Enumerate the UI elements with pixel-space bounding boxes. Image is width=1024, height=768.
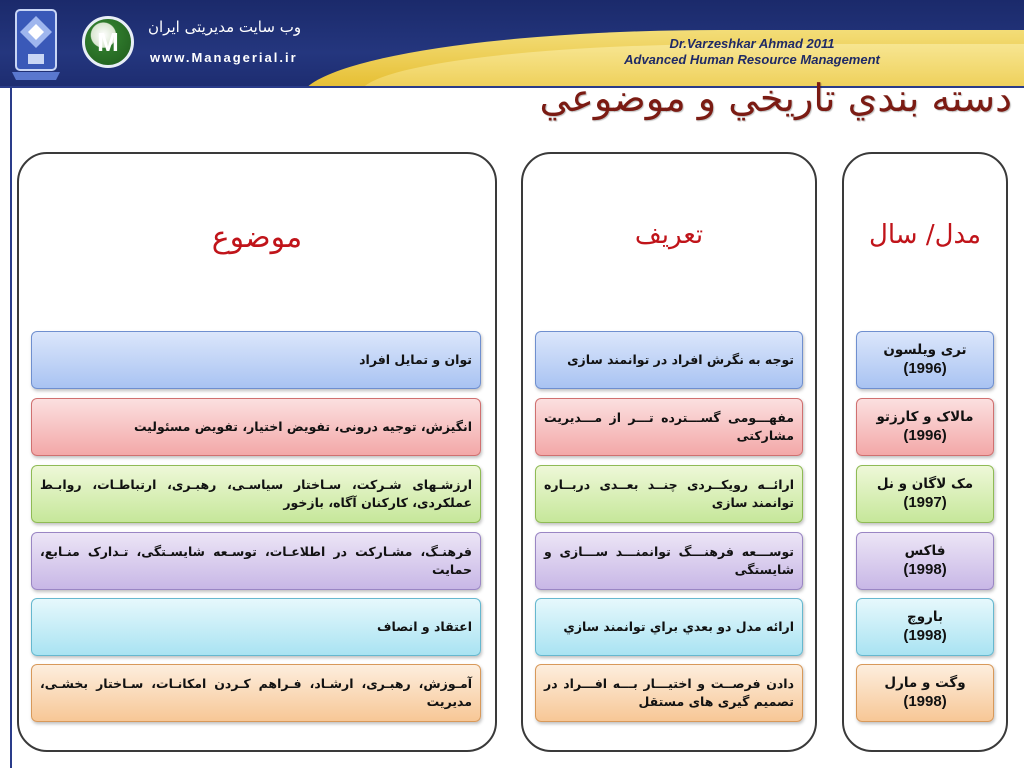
topic-cell-1: توان و تمایل افراد <box>31 331 481 389</box>
topic-cell-3: ارزشـهای شـرکت، سـاختار سیاسـی، رهبـری، ارتباطـات، روابـط عملکردی، کارکنان آگاه، بازخور <box>31 465 481 523</box>
managerial-m-logo <box>82 16 134 68</box>
model-year-cell-4 <box>856 532 994 590</box>
header-banner <box>0 0 1024 88</box>
model-year-2: (1996) <box>903 426 947 444</box>
course-credit: Advanced Human Resource Management <box>624 52 880 67</box>
site-name: وب سایت مدیریتی ایران <box>148 18 302 36</box>
model-year-cell-2 <box>856 398 994 456</box>
university-emblem-icon <box>8 6 64 82</box>
model-year-cell-1 <box>856 331 994 389</box>
model-name-3: مک لاگان و نل <box>876 475 974 492</box>
definition-heading: تعریف <box>634 220 704 250</box>
model-year-4: (1998) <box>903 560 947 578</box>
model-year-3: (1997) <box>903 493 947 511</box>
model-year-5: (1998) <box>903 626 947 644</box>
slide-title: دسته بندي تاريخي و موضوعي <box>539 76 1012 120</box>
definition-cell-1: توجه به نگرش افراد در توانمند سازی <box>535 331 803 389</box>
topic-heading: موضوع <box>211 220 303 255</box>
model-year-cell-5 <box>856 598 994 656</box>
topic-cell-5: اعتقاد و انصاف <box>31 598 481 656</box>
model-year-6: (1998) <box>903 692 947 710</box>
definition-cell-3: ارائــه رویکــردی چنــد بعــدی دربــاره توانمند سازی <box>535 465 803 523</box>
m-logo-letter: M <box>97 26 119 57</box>
definition-cell-5: ارائه مدل دو بعدي براي توانمند سازي <box>535 598 803 656</box>
definition-cell-6: دادن فرصــت و اختیـــار بـــه افـــراد در تصمیم گیری های مستقل <box>535 664 803 722</box>
model-year-1: (1996) <box>903 359 947 377</box>
model-year-cell-6 <box>856 664 994 722</box>
site-url: www.Managerial.ir <box>150 50 298 65</box>
definition-cell-2: مفهـــومی گســـترده تـــر از مـــدیریت مشارکتی <box>535 398 803 456</box>
model-year-heading: مدل/ سال <box>868 220 982 250</box>
topic-cell-6: آمـوزش، رهبـری، ارشـاد، فـراهم کـردن امکانـات، سـاختار بخشـی، مدیریت <box>31 664 481 722</box>
model-name-5: باروچ <box>906 608 944 625</box>
definition-cell-4: توســـعه فرهنـــگ توانمنـــد ســـازی و شایستگی <box>535 532 803 590</box>
model-year-cell-3 <box>856 465 994 523</box>
model-name-4: فاکس <box>904 542 946 559</box>
topic-cell-4: فرهنـگ، مشـارکت در اطلاعـات، توسـعه شایسـتگی، تـدارک منـابع، حمایت <box>31 532 481 590</box>
left-border-rule <box>10 88 12 768</box>
author-credit: Dr.Varzeshkar Ahmad 2011 <box>669 36 835 51</box>
topic-cell-2: انگیزش، توجیه درونی، تفویض اختیار، تفویض مسئولیت <box>31 398 481 456</box>
model-name-2: مالاک و کارزتو <box>876 408 974 425</box>
model-name-6: وگت و مارل <box>884 674 966 691</box>
model-name-1: تری ویلسون <box>883 341 967 358</box>
